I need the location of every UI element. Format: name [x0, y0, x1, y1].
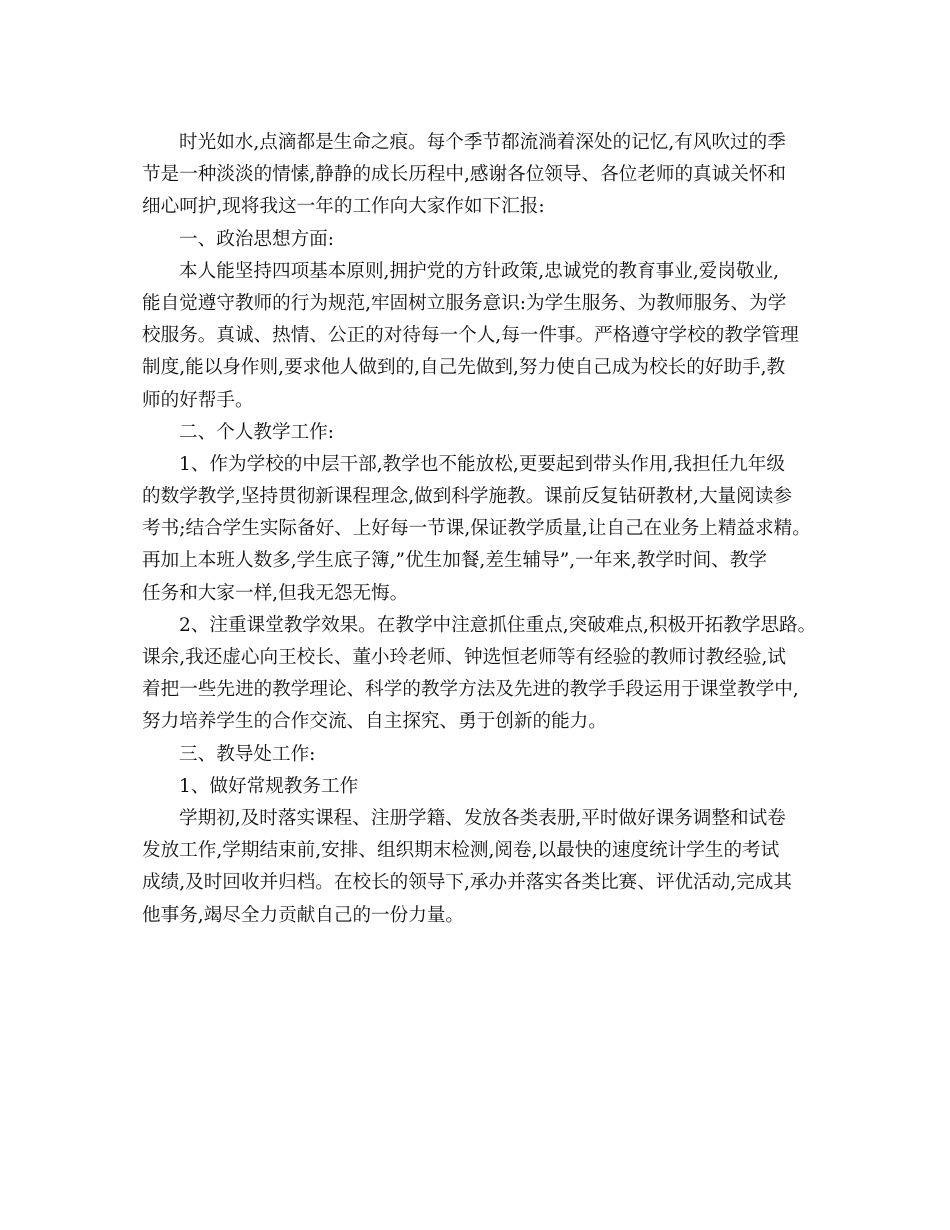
text-line: 能自觉遵守教师的行为规范,牢固树立服务意识:为学生服务、为教师服务、为学	[142, 292, 787, 314]
text-line: 他事务,竭尽全力贡献自己的一份力量。	[142, 904, 465, 926]
text-line: 着把一些先进的教学理论、科学的教学方法及先进的教学手段运用于课堂教学中,	[142, 679, 799, 701]
text-line: 一、政治思想方面:	[179, 228, 335, 250]
text-line: 师的好帮手。	[142, 389, 254, 411]
text-line: 时光如水,点滴都是生命之痕。每个季节都流淌着深处的记忆,有风吹过的季	[179, 132, 786, 153]
text-line: 本人能坚持四项基本原则,拥护党的方针政策,忠诚党的教育事业,爱岗敬业,	[179, 260, 780, 282]
text-line: 二、个人教学工作:	[179, 421, 335, 443]
text-line: 校服务。真诚、热情、公正的对待每一个人,每一件事。严格遵守学校的教学管理	[142, 325, 799, 347]
text-line: 制度,能以身作则,要求他人做到的,自己先做到,努力使自己成为校长的好助手,教	[142, 357, 786, 379]
text-line: 2、注重课堂教学效果。在教学中注意抓住重点,突破难点,积极开拓教学思路。	[179, 614, 817, 636]
text-line: 考书;结合学生实际备好、上好每一节课,保证教学质量,让自己在业务上精益求精。	[142, 518, 811, 540]
body-text	[142, 127, 822, 932]
text-line: 三、教导处工作:	[179, 743, 316, 765]
text-line: 学期初,及时落实课程、注册学籍、发放各类表册,平时做好课务调整和试卷	[179, 807, 786, 829]
text-line: 课余,我还虚心向王校长、董小玲老师、钟选恒老师等有经验的教师讨教经验,试	[142, 647, 787, 668]
text-line: 细心呵护,现将我这一年的工作向大家作如下汇报:	[142, 196, 545, 218]
text-line: 任务和大家一样,但我无怨无悔。	[142, 582, 409, 604]
text-line: 1、作为学校的中层干部,教学也不能放松,更要起到带头作用,我担任九年级	[179, 453, 785, 475]
text-line: 的数学教学,坚持贯彻新课程理念,做到科学施教。课前反复钻研教材,大量阅读参	[142, 486, 792, 508]
text-line: 1、做好常规教务工作	[179, 775, 359, 797]
text-line: 再加上本班人数多,学生底子簿,”优生加餐,差生辅导”,一年来,教学时间、教学	[142, 550, 767, 572]
text-line: 发放工作,学期结束前,安排、组织期末检测,阅卷,以最快的速度统计学生的考试	[142, 840, 780, 862]
text-line: 节是一种淡淡的情愫,静静的成长历程中,感谢各位领导、各位老师的真诚关怀和	[142, 164, 787, 186]
text-line: 成绩,及时回收并归档。在校长的领导下,承办并落实各类比赛、评优活动,完成其	[142, 872, 792, 894]
text-line: 努力培养学生的合作交流、自主探究、勇于创新的能力。	[142, 711, 607, 733]
